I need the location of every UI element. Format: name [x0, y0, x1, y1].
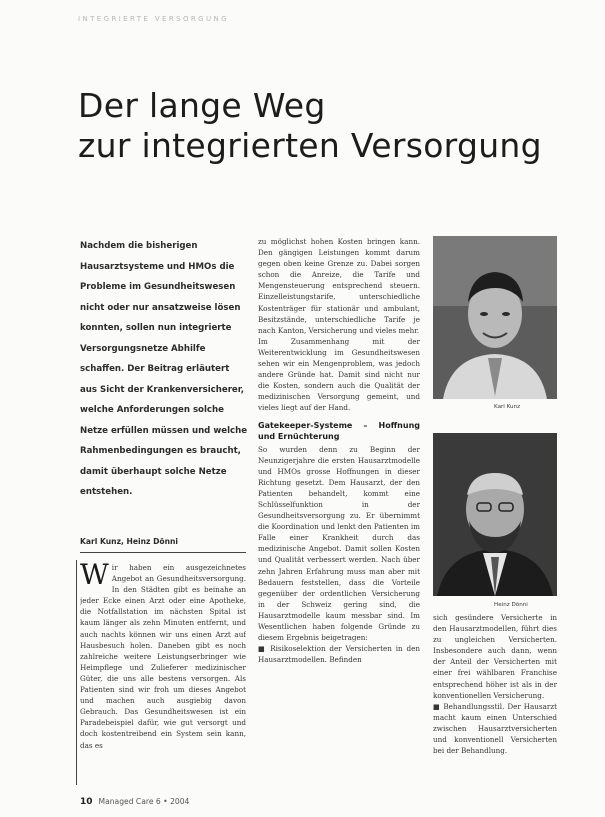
author-photo-karl-kunz	[433, 236, 557, 399]
photo-caption-2: Heinz Dönni	[494, 602, 528, 608]
page-footer	[80, 797, 189, 807]
page-number: 10	[80, 797, 93, 807]
body-column-2	[258, 236, 420, 786]
section-subheading: Gatekeeper-Systeme – Hoffnung und Ernüchterung	[258, 420, 420, 441]
body-column-1	[80, 562, 246, 787]
column-2-paragraph-3: So wurden denn zu Beginn der Neunzigerjahre die ersten Hausarztmodelle und HMOs grosse Hoffnungen in dieser Richtung gesetzt. Dem Hausarzt, der den Patienten behandelt, kommt eine Schlüsselfunktion in der Gesundheitsversorgung zu. Er übernimmt die Koordination und lenkt den Patienten im Falle einer Krankheit durch das medizinische Angebot. Damit sollen Kosten und Qualität verbessert werden. Nach über zehn Jahren Erfahrung muss man aber mit Bedauern feststellen, dass die Vorteile gegenüber der ordentlichen Versicherung in der Schweiz gering sind, die Hausarztmodelle kaum messbar sind. Im Wesentlichen haben folgende Gründe zu diesem Ergebnis beigetragen:	[258, 444, 420, 643]
column-2-paragraph-1: zu möglichst hohen Kosten bringen kann. Den gängigen Leistungen kommt darum gegen oben keine Grenze zu. Dabei sorgen schon die Anreize, die Tarife und Mengensteuerung entsprechend steuern. Einzelleistungstarife, unterschiedliche Kostenträger für stationär und ambulant, Besitzstände, unterschiedliche Tarife je nach Kanton, Versicherung und vieles mehr.	[258, 237, 420, 335]
publication-name: Managed Care 6 • 2004	[98, 797, 190, 806]
section-kicker: INTEGRIERTE VERSORGUNG	[78, 15, 229, 23]
article-title	[78, 86, 542, 166]
article-title-line-1: Der lange Weg	[78, 86, 326, 125]
author-photo-heinz-doenni	[433, 433, 557, 596]
article-lead: Nachdem die bisherigen Hausarztsysteme und HMOs die Probleme im Gesundheitswesen nicht oder nur ansatzweise lösen konnten, sollen nun integrierte Versorgungsnetze Abhilfe schaffen. Der Beitrag erläutert aus Sicht der Krankenversicherer, welche Anforderungen solche Netze erfüllen müssen und welche Rahmenbedingungen es braucht, damit überhaupt solche Netze entstehen.	[80, 241, 248, 497]
column-2-paragraph-4: ■ Risikoselektion der Versicherten in den Hausarztmodellen. Befinden	[258, 644, 420, 665]
column-rule	[76, 560, 77, 785]
author-divider	[80, 552, 246, 553]
column-2-paragraph-2: Im Zusammenhang mit der Weiterentwicklung im Gesundheitswesen sehen wir ein Mengenproblem, was jedoch andere Gründe hat. Damit sind nicht nur die Kosten, sondern auch die Qualität der medizinischen Versorgung gemeint, und vieles liegt auf der Hand.	[258, 336, 420, 413]
portrait-icon	[433, 236, 557, 399]
drop-cap: W	[80, 562, 109, 591]
column-3-text: sich gesündere Versicherte in den Hausarztmodellen, führt dies zu ungleichen Versicherten. Insbesondere auch dann, wenn der Anteil der Versicherten mit einer frei wählbaren Franchise entsprechend höher ist als in der konventionellen Versicherung.	[433, 613, 557, 700]
body-column-3	[433, 612, 557, 788]
article-title-line-2: zur integrierten Versorgung	[78, 126, 542, 165]
column-3-bullet: ■ Behandlungsstil. Der Hausarzt macht kaum einen Unterschied zwischen Hausarztversicherten und konventionell Versicherten bei der Behandlung.	[433, 701, 557, 756]
photo-caption-1: Karl Kunz	[494, 404, 521, 410]
portrait-icon	[433, 433, 557, 596]
column-1-text: ir haben ein ausgezeichnetes Angebot an Gesundheitsversorgung. In den Städten gibt es beinahe an jeder Ecke einen Arzt oder eine Apotheke, die Notfallstation im nächsten Spital ist kaum länger als zehn Minuten entfernt, und auch nachts können wir uns einen Arzt auf Hausbesuch holen. Daneben gibt es noch zahlreiche weitere Leistungserbringer wie Heimpflege und Zulieferer medizinischer Güter, die uns alle bestens versorgen. Als Patienten sind wir froh um dieses Angebot und machen auch ausgiebig davon Gebrauch. Das Gesundheitswesen ist ein Paradebeispiel dafür, wie gut versorgt und doch kostentreibend ein System sein kann, das es	[80, 563, 246, 750]
article-authors: Karl Kunz, Heinz Dönni	[80, 537, 179, 546]
